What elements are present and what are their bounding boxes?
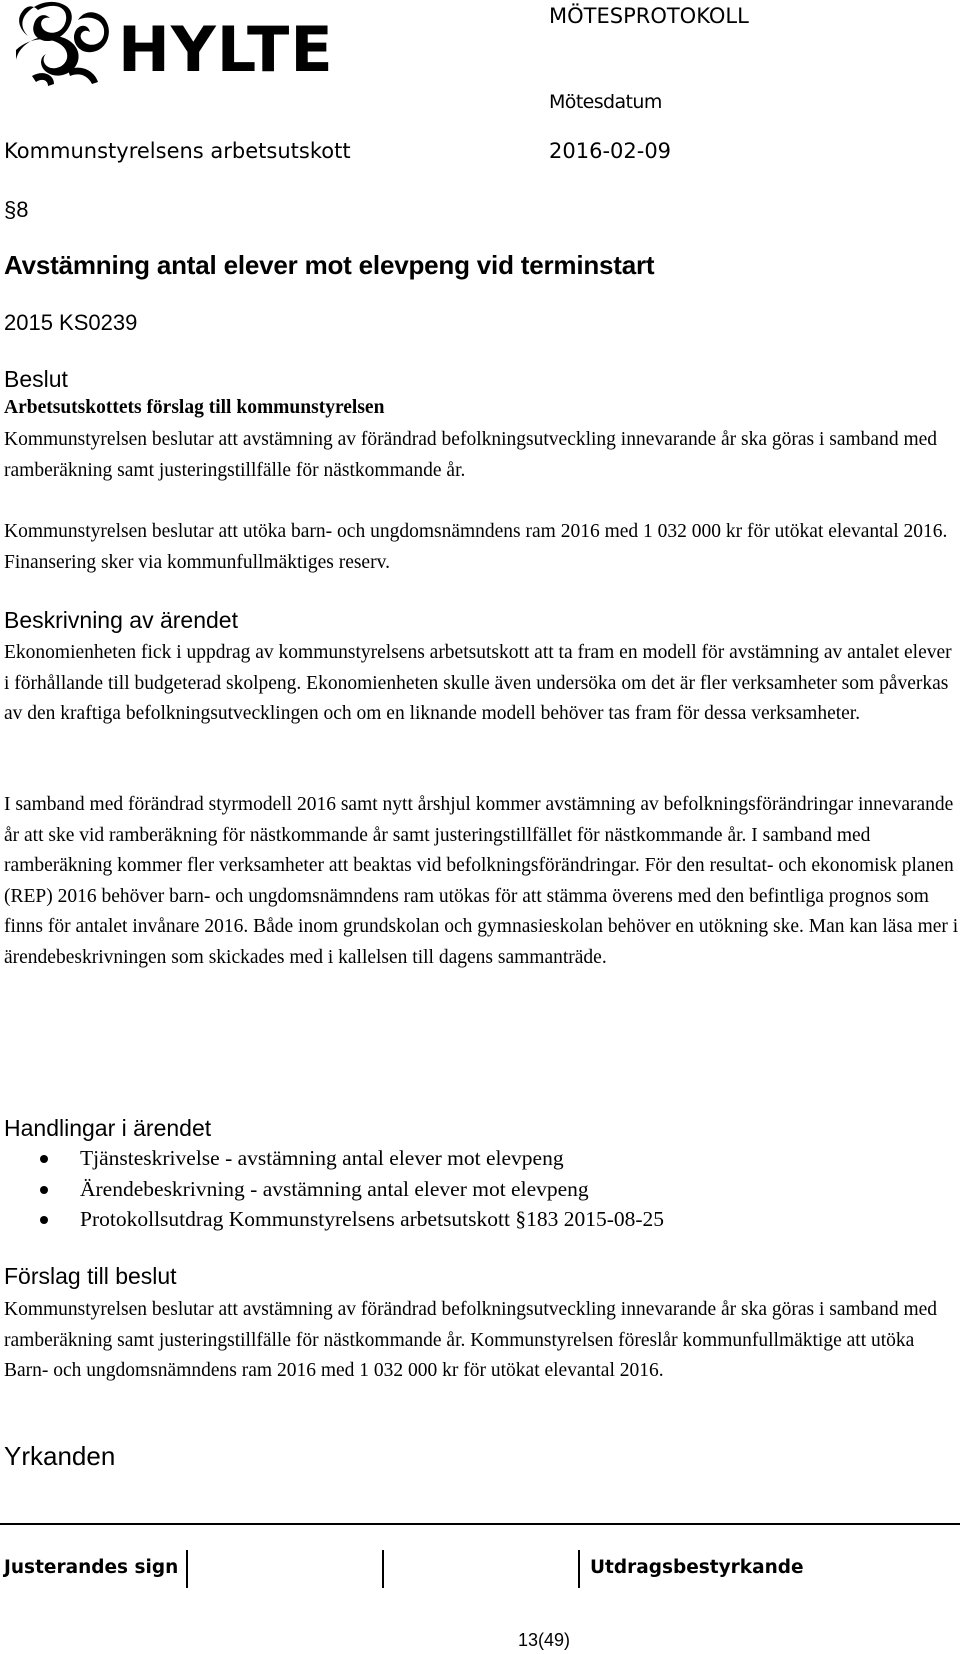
signature-box-divider — [578, 1550, 580, 1588]
flower-emblem-icon — [16, 2, 109, 86]
list-item — [40, 1143, 664, 1174]
handlingar-list — [40, 1143, 664, 1235]
beslut-paragraph: Kommunstyrelsen beslutar att utöka barn- och ungdomsnämndens ram 2016 med 1 032 000 kr för utökat elevantal 2016. Finansering sker via kommunfullmäktiges reserv. — [4, 521, 948, 573]
bullet-icon — [40, 1155, 48, 1163]
beskrivning-paragraph: I samband med förändrad styrmodell 2016 samt nytt årshjul kommer avstämning av befolkningsförändringar innevarande år att ske vid ramberäkning för nästkommande år samt justeringstillfället för nästkommande år. I samband med ramberäkning kommer fler verksamheter att beaktas vid befolkningsförändringar. För den resultat- och ekonomisk planen (REP) 2016 behöver barn- och ungdomsnämndens ram utökas för att stämma överens med den befintliga prognos som finns för antalet invånare 2016. Både inom grundskolan och gymnasieskolan behöver en utökning ske. Man kan läsa mer i ärendebeskrivningen som skickades med i kallelsen till dagens sammanträde. — [4, 794, 959, 968]
beskrivning-heading: Beskrivning av ärendet — [4, 607, 238, 633]
signature-label: Justerandes sign — [4, 1557, 179, 1578]
list-item-text: Protokollsutdrag Kommunstyrelsens arbetsutskott §183 2015-08-25 — [80, 1207, 665, 1232]
meeting-date-label: Mötesdatum — [549, 91, 662, 113]
beslut-paragraph: Kommunstyrelsen beslutar att avstämning av förändrad befolkningsutveckling innevarande år ska göras i samband med ramberäkning samt justeringstillfälle för nästkommande år. — [4, 429, 938, 481]
signature-box-divider — [186, 1550, 188, 1588]
beslut-subheading: Arbetsutskottets förslag till kommunstyrelsen — [4, 397, 385, 418]
meeting-date: 2016-02-09 — [549, 139, 672, 163]
section-number: §8 — [4, 197, 29, 222]
signature-box-divider — [382, 1550, 384, 1588]
yrkanden-heading: Yrkanden — [4, 1441, 116, 1471]
beskrivning-paragraph: Ekonomienheten fick i uppdrag av kommunstyrelsens arbetsutskott att ta fram en modell för avstämning av antalet elever i förhållande till budgeterad skolpeng. Ekonomienheten skulle även undersöka om det är fler verksamheter som påverkas av den kraftiga befolkningsutvecklingen och om en liknande modell behöver tas fram för dessa verksamheter. — [4, 642, 952, 725]
handlingar-heading: Handlingar i ärendet — [4, 1115, 212, 1141]
list-item-text: Ärendebeskrivning - avstämning antal elever mot elevpeng — [80, 1176, 589, 1201]
footer-divider — [0, 1523, 960, 1525]
list-item-text: Tjänsteskrivelse - avstämning antal elever mot elevpeng — [80, 1146, 564, 1170]
forslag-paragraph: Kommunstyrelsen beslutar att avstämning av förändrad befolkningsutveckling innevarande år ska göras i samband med ramberäkning samt justeringstillfälle för nästkommande år. Kommunstyrelsen föreslår kommunfullmäktige att utöka Barn- och ungdomsnämndens ram 2016 med 1 032 000 kr för utökat elevantal 2016. — [4, 1299, 938, 1382]
logo-wordmark: HYLTE — [118, 13, 334, 86]
committee-name: Kommunstyrelsens arbetsutskott — [4, 139, 351, 163]
list-item — [40, 1204, 664, 1235]
hylte-logo — [8, 0, 348, 90]
forslag-heading: Förslag till beslut — [4, 1263, 177, 1289]
page-title: Avstämning antal elever mot elevpeng vid terminstart — [4, 250, 655, 280]
case-number: 2015 KS0239 — [4, 310, 138, 335]
bullet-icon — [40, 1186, 48, 1194]
beslut-heading: Beslut — [4, 366, 68, 392]
bullet-icon — [40, 1216, 48, 1224]
page-number: 13(49) — [518, 1630, 571, 1650]
list-item — [40, 1174, 664, 1205]
certification-label: Utdragsbestyrkande — [590, 1557, 804, 1578]
document-type: MÖTESPROTOKOLL — [549, 4, 749, 28]
